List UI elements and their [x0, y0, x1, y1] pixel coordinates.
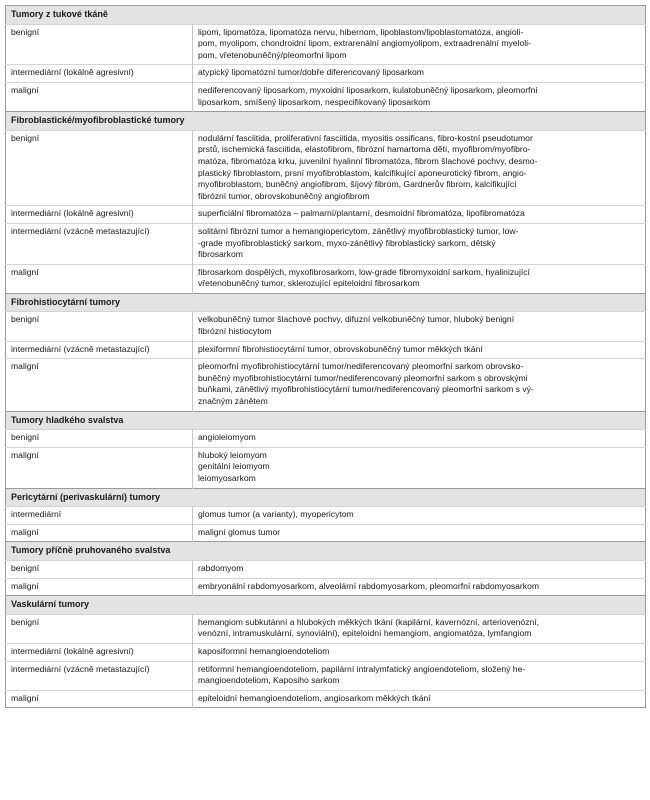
table-row	[6, 312, 646, 341]
category-cell: benigní	[6, 430, 193, 448]
section-title: Vaskulární tumory	[6, 596, 646, 615]
tumor-list-cell: angioleiomyom	[193, 430, 646, 448]
category-cell: intermediární (vzácně metastazující)	[6, 341, 193, 359]
section-title: Fibroblastické/myofibroblastické tumory	[6, 112, 646, 131]
table-row	[6, 524, 646, 542]
category-cell: maligní	[6, 447, 193, 488]
category-cell: benigní	[6, 614, 193, 643]
tumor-list-cell: superficiální fibromatóza – palmarní/plantarní, desmoidní fibromatóza, lipofibromatóza	[193, 206, 646, 224]
tumor-list-cell: nodulární fasciitida, proliferativní fasciitida, myositis ossificans, fibro-kostní pseudotumor prstů, ischemická fasciitida, elastofibrom, fibrózní hamartoma dětí, myofibrom/myofibro- matóza, fibromatóza krku, juvenilní hyalinní fibromatóza, fibrom šlachové pochvy, desmo- plastický fibroblastom, prsní myofibroblastom, kalcifikující aponeurotický fibrom, angio- myofibroblastom, buněčný angiofibrom, šíjový fibrom, Gardnerův fibrom, kalcifikující fibrózní tumor, obrovskobuněčný angiofibrom	[193, 130, 646, 206]
category-cell: maligní	[6, 82, 193, 111]
table-row	[6, 359, 646, 411]
table-row	[6, 206, 646, 224]
category-cell: maligní	[6, 264, 193, 293]
table-row	[6, 661, 646, 690]
tumor-list-cell: embryonální rabdomyosarkom, alveolární rabdomyosarkom, pleomorfní rabdomyosarkom	[193, 578, 646, 596]
category-cell: benigní	[6, 560, 193, 578]
section-header	[6, 6, 646, 25]
category-cell: benigní	[6, 130, 193, 206]
tumor-list-cell: kaposiformní hemangioendoteliom	[193, 643, 646, 661]
tumor-classification-table	[5, 5, 646, 708]
tumor-list-cell: lipom, lipomatóza, lipomatóza nervu, hibernom, lipoblastom/lipoblastomatóza, angioli- pom, myolipom, chondroidní lipom, extrarenální angiomyolipom, extraadrenální myeloli- pom, vřetenobuněčný/pleomorfní lipom	[193, 24, 646, 65]
table-row	[6, 65, 646, 83]
tumor-list-cell: glomus tumor (a varianty), myopericytom	[193, 507, 646, 525]
tumor-list-cell: solitární fibrózní tumor a hemangiopericytom, zánětlivý myofibroblastický tumor, low- -grade myofibroblastický sarkom, myxo-zánětlivý fibroblastický sarkom, dětský fibrosarkom	[193, 223, 646, 264]
section-header	[6, 112, 646, 131]
category-cell: intermediární (lokálně agresivní)	[6, 643, 193, 661]
category-cell: intermediární	[6, 507, 193, 525]
table-row	[6, 578, 646, 596]
tumor-list-cell: plexiformní fibrohistiocytární tumor, obrovskobuněčný tumor měkkých tkání	[193, 341, 646, 359]
table-row	[6, 130, 646, 206]
section-header	[6, 596, 646, 615]
table-row	[6, 614, 646, 643]
section-title: Fibrohistiocytární tumory	[6, 293, 646, 312]
tumor-list-cell: velkobuněčný tumor šlachové pochvy, difuzní velkobuněčný tumor, hluboký benigní fibrózní histiocytom	[193, 312, 646, 341]
table-row	[6, 447, 646, 488]
table-row	[6, 560, 646, 578]
table-row	[6, 223, 646, 264]
tumor-list-cell: epiteloidní hemangioendoteliom, angiosarkom měkkých tkání	[193, 690, 646, 708]
tumor-list-cell: maligní glomus tumor	[193, 524, 646, 542]
table-row	[6, 82, 646, 111]
table-row	[6, 341, 646, 359]
tumor-list-cell: fibrosarkom dospělých, myxofibrosarkom, low-grade fibromyxoidní sarkom, hyalinizující vřetenobuněčný tumor, sklerozující epiteloidní fibrosarkom	[193, 264, 646, 293]
category-cell: maligní	[6, 690, 193, 708]
tumor-list-cell: hluboký leiomyom genitální leiomyom leiomyosarkom	[193, 447, 646, 488]
category-cell: benigní	[6, 24, 193, 65]
category-cell: benigní	[6, 312, 193, 341]
table-row	[6, 690, 646, 708]
category-cell: maligní	[6, 524, 193, 542]
table-row	[6, 643, 646, 661]
tumor-list-cell: retiformní hemangioendoteliom, papilární intralymfatický angioendoteliom, složený he- mangioendoteliom, Kaposiho sarkom	[193, 661, 646, 690]
category-cell: maligní	[6, 359, 193, 411]
section-title: Tumory hladkého svalstva	[6, 411, 646, 430]
section-header	[6, 542, 646, 561]
table-row	[6, 430, 646, 448]
table-row	[6, 507, 646, 525]
category-cell: intermediární (vzácně metastazující)	[6, 661, 193, 690]
tumor-list-cell: atypický lipomatózní tumor/dobře diferencovaný liposarkom	[193, 65, 646, 83]
table-row	[6, 264, 646, 293]
tumor-list-cell: nediferencovaný liposarkom, myxoidní liposarkom, kulatobuněčný liposarkom, pleomorfní liposarkom, smíšený liposarkom, nespecifikovaný liposarkom	[193, 82, 646, 111]
tumor-list-cell: hemangiom subkutánní a hlubokých měkkých tkání (kapilární, kavernózní, arteriovenózní, venózní, intramuskulární, synoviální), epiteloidní hemangiom, angiomatóza, lymfangiom	[193, 614, 646, 643]
table-row	[6, 24, 646, 65]
section-title: Tumory z tukové tkáně	[6, 6, 646, 25]
category-cell: maligní	[6, 578, 193, 596]
section-title: Pericytární (perivaskulární) tumory	[6, 488, 646, 507]
section-title: Tumory příčně pruhovaného svalstva	[6, 542, 646, 561]
tumor-list-cell: rabdomyom	[193, 560, 646, 578]
section-header	[6, 293, 646, 312]
tumor-list-cell: pleomorfní myofibrohistiocytární tumor/nediferencovaný pleomorfní sarkom obrovsko- buněčný myofibrohistiocytární tumor/nediferencovaný pleomorfní sarkom s obrovskými buňkami, zánětlivý myofibrohistiocytární tumor/nediferencovaný pleomorfní sarkom s vý- značným zánětem	[193, 359, 646, 411]
category-cell: intermediární (lokálně agresivní)	[6, 65, 193, 83]
category-cell: intermediární (lokálně agresivní)	[6, 206, 193, 224]
section-header	[6, 488, 646, 507]
section-header	[6, 411, 646, 430]
category-cell: intermediární (vzácně metastazující)	[6, 223, 193, 264]
